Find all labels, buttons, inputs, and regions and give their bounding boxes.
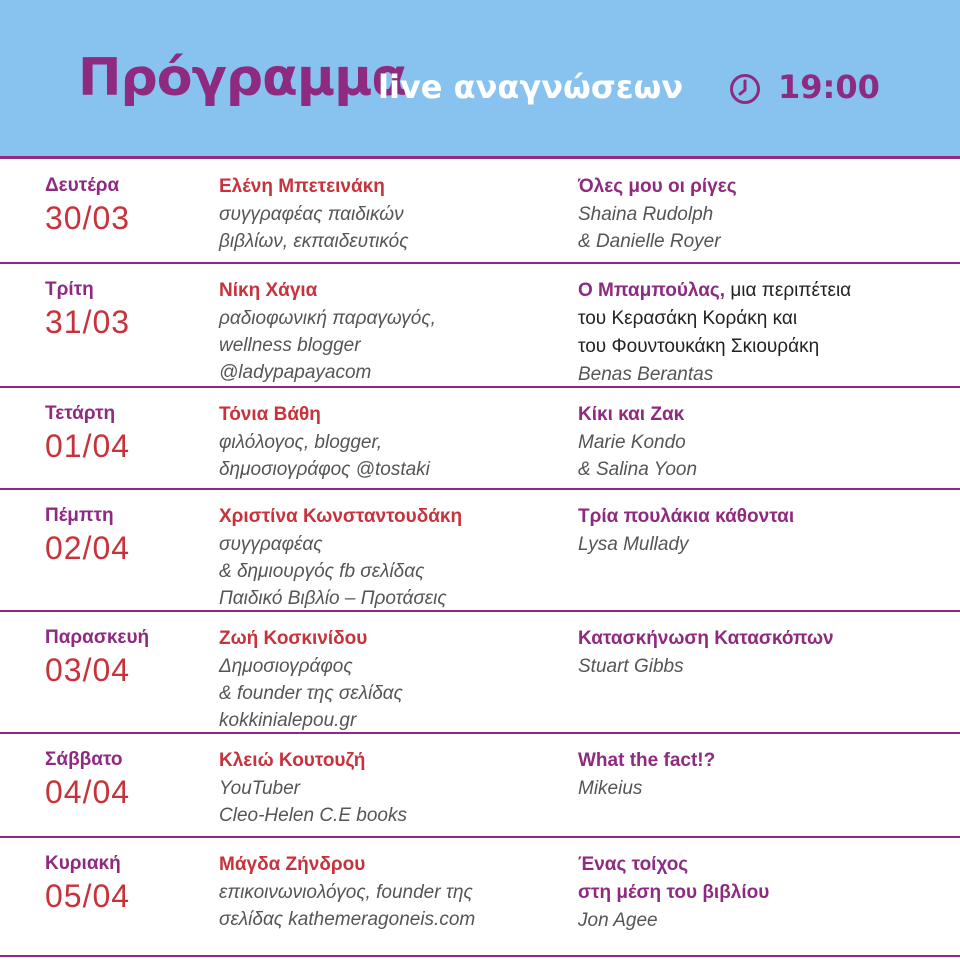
schedule-row — [0, 490, 960, 610]
book-info — [578, 503, 938, 558]
book-author: Lysa Mullady — [578, 534, 689, 555]
reader-name: Κλειώ Κουτουζή — [219, 750, 366, 771]
book-author: Marie Kondo & Salina Yoon — [578, 432, 698, 480]
reader-name: Τόνια Βάθη — [219, 404, 321, 425]
reader-info — [219, 503, 559, 612]
start-time: 19:00 — [778, 68, 880, 106]
book-info — [578, 401, 938, 483]
reader-description: ραδιοφωνική παραγωγός, wellness blogger @ladypapayacom — [219, 308, 436, 383]
book-info — [578, 625, 938, 680]
reader-description: επικοινωνιολόγος, founder της σελίδας kathemeragoneis.com — [219, 882, 476, 930]
reader-name: Μάγδα Ζήνδρου — [219, 854, 366, 875]
book-title: What the fact!? — [578, 750, 716, 771]
reader-description: συγγραφέας & δημιουργός fb σελίδας Παιδικό Βιβλίο – Προτάσεις — [219, 534, 447, 609]
day-name: Τετάρτη — [45, 403, 116, 424]
day-name: Κυριακή — [45, 853, 121, 874]
day-name: Τρίτη — [45, 279, 94, 300]
schedule-row — [0, 388, 960, 488]
day-name: Δευτέρα — [45, 175, 120, 196]
day-date: 01/04 — [45, 428, 131, 464]
reader-description: συγγραφέας παιδικών βιβλίων, εκπαιδευτικός — [219, 204, 409, 252]
schedule-row — [0, 734, 960, 836]
schedule-row — [0, 612, 960, 732]
book-title: Ο Μπαμπούλας, μια περιπέτεια του Κερασάκη Κοράκη και του Φουντουκάκη Σκιουράκη — [578, 280, 852, 357]
schedule-row — [0, 838, 960, 946]
reader-info — [219, 173, 559, 255]
day-date: 04/04 — [45, 774, 131, 810]
schedule-row — [0, 264, 960, 386]
book-author: Stuart Gibbs — [578, 656, 684, 677]
reader-description: YouTuber Cleo-Helen C.E books — [219, 778, 407, 826]
page-title: Πρόγραμμα — [78, 48, 407, 108]
schedule-row — [0, 160, 960, 262]
book-author: Shaina Rudolph & Danielle Royer — [578, 204, 721, 252]
reader-name: Νίκη Χάγια — [219, 280, 318, 301]
book-title: Κίκι και Ζακ — [578, 404, 685, 425]
reader-info — [219, 625, 559, 734]
row-divider — [0, 955, 960, 957]
day-name: Πέμπτη — [45, 505, 114, 526]
day-date: 30/03 — [45, 200, 131, 236]
reader-name: Χριστίνα Κωνσταντουδάκη — [219, 506, 463, 527]
reader-info — [219, 277, 559, 386]
day-date: 02/04 — [45, 530, 131, 566]
day-name: Σάββατο — [45, 749, 123, 770]
reader-description: Δημοσιογράφος & founder της σελίδας kokkinialepou.gr — [219, 656, 403, 731]
header-divider — [0, 156, 960, 159]
book-title: Όλες μου οι ρίγες — [578, 176, 737, 197]
book-title: Κατασκήνωση Κατασκόπων — [578, 628, 834, 649]
reader-name: Ελένη Μπετεινάκη — [219, 176, 385, 197]
book-author: Benas Berantas — [578, 364, 714, 385]
book-author: Mikeius — [578, 778, 643, 799]
book-info — [578, 747, 938, 802]
reader-info — [219, 401, 559, 483]
book-title: Ένας τοίχος στη μέση του βιβλίου — [578, 854, 770, 903]
reader-description: φιλόλογος, blogger, δημοσιογράφος @tostaki — [219, 432, 430, 480]
book-author: Jon Agee — [578, 910, 658, 931]
reader-info — [219, 851, 559, 933]
reader-name: Ζωή Κοσκινίδου — [219, 628, 368, 649]
clock-icon — [729, 73, 761, 105]
reader-info — [219, 747, 559, 829]
book-info — [578, 851, 938, 934]
day-date: 31/03 — [45, 304, 131, 340]
page-subtitle: live αναγνώσεων — [378, 68, 684, 106]
day-date: 03/04 — [45, 652, 131, 688]
book-info — [578, 277, 938, 388]
day-name: Παρασκευή — [45, 627, 150, 648]
book-info — [578, 173, 938, 255]
book-title: Τρία πουλάκια κάθονται — [578, 506, 795, 527]
day-date: 05/04 — [45, 878, 131, 914]
